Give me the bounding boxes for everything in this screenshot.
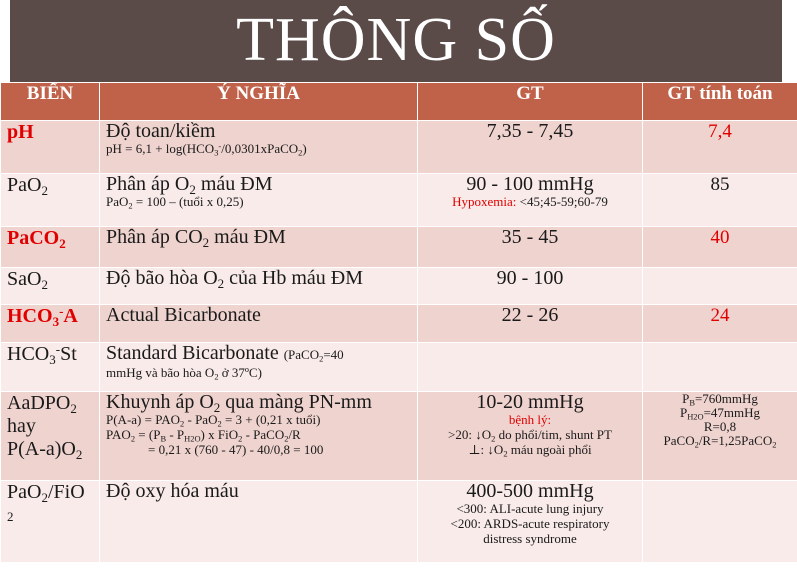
header-meaning: Ý NGHĨA xyxy=(100,83,418,121)
normal-range: 35 - 45 xyxy=(418,227,643,268)
calculated-value: 40 xyxy=(643,227,797,268)
variable-meaning: Độ oxy hóa máu xyxy=(100,481,418,563)
variable-name: $HCO_3^-St$ xyxy=(1,343,100,392)
variable-name: $HCO_3^-A$ xyxy=(1,305,100,343)
calculated-value: 85 xyxy=(643,174,797,227)
variable-name: PaO$_2$/FiO 2 xyxy=(1,481,100,563)
page-title: THÔNG SỐ xyxy=(236,6,556,74)
header-variable: BIẾN xyxy=(1,83,100,121)
normal-range: 7,35 - 7,45 xyxy=(418,121,643,174)
table-row xyxy=(1,481,797,563)
table-row xyxy=(1,174,797,227)
table-header-row xyxy=(1,83,797,121)
calculated-value: 24 xyxy=(643,305,797,343)
variable-meaning xyxy=(100,174,418,227)
title-strip xyxy=(10,0,782,82)
variable-name: SaO$_2$ xyxy=(1,268,100,305)
parameter-table xyxy=(0,82,797,563)
range-note: Hypoxemia: <45;45-59;60-79 xyxy=(452,194,608,209)
calculated-value: $P_B=760mmHg$ $P_{H2O}=47mmHg$ R=0,8 PaCO$_2$/R=1,25PaCO$_2$ xyxy=(643,392,797,481)
meaning-text: Phân áp $O_2$ máu ĐM xyxy=(106,173,273,197)
variable-meaning: Khuynh áp $O_2$ qua màng PN-mm $P(A-a) = PAO_2 - PaO_2 = 3 + (0,21$ x tuổi) $PAO_2 = (P_B - P_{H2O})$ x FiO$_2$ - PaCO$_2$/R = 0,21 x (760 - 47) - 40/0,8 = 100 xyxy=(100,392,418,481)
variable-name: PaO$_2$ xyxy=(1,174,100,227)
variable-name: PaCO$_2$ xyxy=(1,227,100,268)
calculated-value: 7,4 xyxy=(643,121,797,174)
variable-meaning: Độ bão hòa $O_2$ của Hb máu ĐM xyxy=(100,268,418,305)
variable-meaning: Phân áp $CO_2$ máu ĐM xyxy=(100,227,418,268)
normal-range xyxy=(418,343,643,392)
table-row xyxy=(1,227,797,268)
formula-text: PaO$_2$ = 100 – (tuổi x 0,25) xyxy=(106,194,244,211)
table-row xyxy=(1,305,797,343)
variable-name: pH xyxy=(1,121,100,174)
header-calculated: GT tính toán xyxy=(643,83,797,121)
meaning-text: Độ toan/kiềm xyxy=(106,120,216,142)
header-value: GT xyxy=(418,83,643,121)
normal-range: 90 - 100 mmHg Hypoxemia: <45;45-59;60-79 xyxy=(418,174,643,227)
table-row xyxy=(1,121,797,174)
table-row xyxy=(1,343,797,392)
calculated-value xyxy=(643,481,797,563)
title-bar xyxy=(0,0,797,82)
variable-meaning xyxy=(100,121,418,174)
variable-meaning: Actual Bicarbonate xyxy=(100,305,418,343)
normal-range: 90 - 100 xyxy=(418,268,643,305)
table-row xyxy=(1,392,797,481)
normal-range: 22 - 26 xyxy=(418,305,643,343)
variable-name: AaDPO$_2$ hay $P(A-a)O_2$ xyxy=(1,392,100,481)
calculated-value xyxy=(643,343,797,392)
normal-range: 10-20 mmHg bệnh lý: >20: $↓O_2$ do phổi/tim, shunt PT ⊥: $↓O_2$ máu ngoài phổi xyxy=(418,392,643,481)
calculated-value xyxy=(643,268,797,305)
table-row xyxy=(1,268,797,305)
variable-meaning: Standard Bicarbonate (PaCO$_2$=40 mmHg và bão hòa $O_2$ ở 37ºC) xyxy=(100,343,418,392)
normal-range: 400-500 mmHg <300: ALI-acute lung injury <200: ARDS-acute respiratory distress syndrome xyxy=(418,481,643,563)
formula-text: pH = $6,1 + \log(HCO_3^-/0,0301xPaCO_2)$ xyxy=(106,140,307,158)
